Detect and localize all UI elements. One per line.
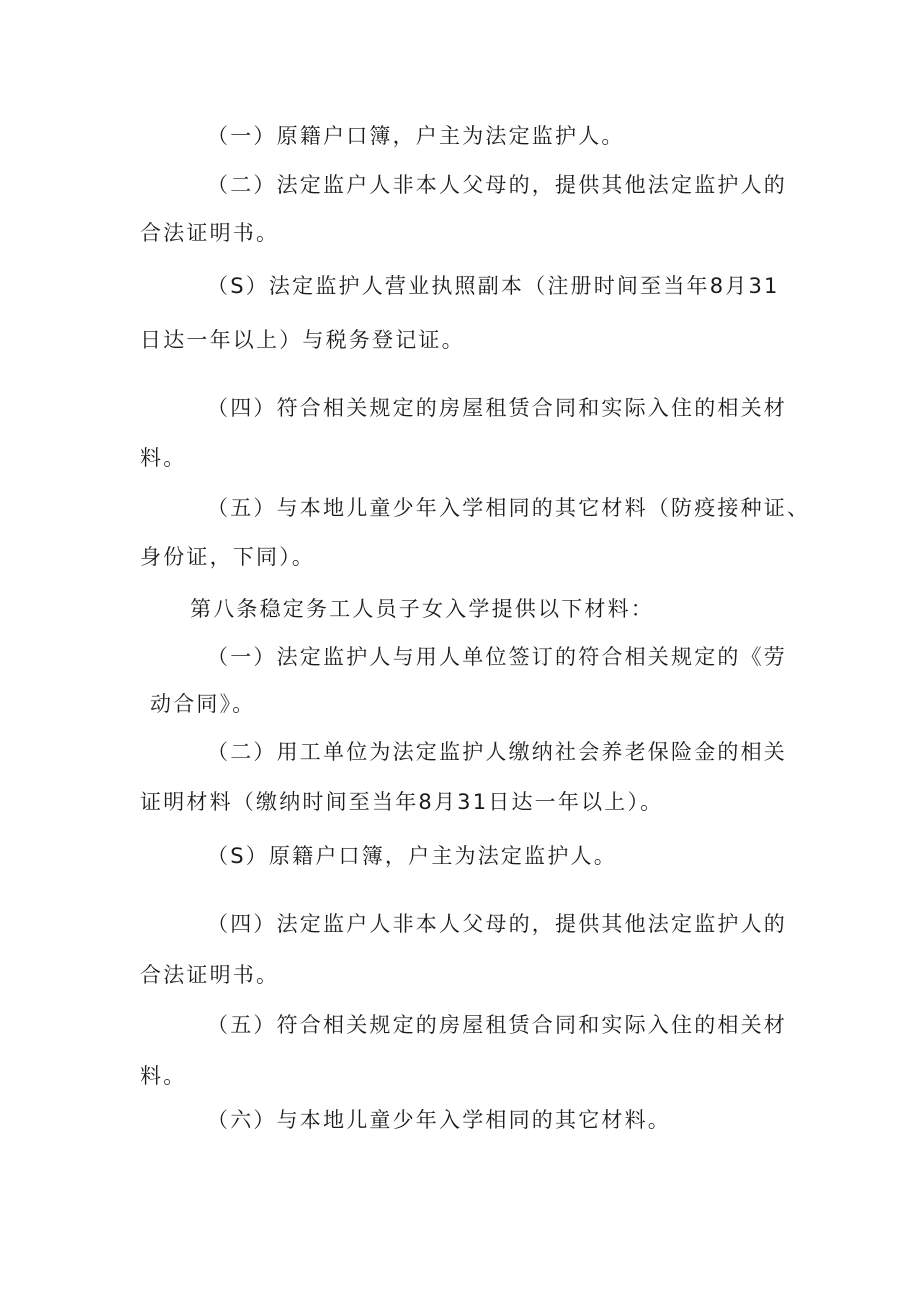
paragraph-line-16: （四）法定监户人非本人父母的，提供其他法定监护人的 [207, 912, 787, 936]
paragraph-line-3: 合法证明书。 [140, 221, 280, 245]
paragraph-line-1: （一）原籍户口簿，户主为法定监护人。 [207, 124, 625, 148]
paragraph-line-11: （一）法定监护人与用人单位签订的符合相关规定的《劳 [207, 645, 787, 669]
paragraph-line-5: 日达一年以上）与税务登记证。 [140, 328, 465, 352]
paragraph-line-19: 料。 [140, 1064, 187, 1088]
paragraph-line-4: （S）法定监护人营业执照副本（注册时间至当年8月31 [207, 274, 780, 298]
paragraph-line-6: （四）符合相关规定的房屋租赁合同和实际入住的相关材 [207, 396, 787, 420]
paragraph-line-17: 合法证明书。 [140, 963, 280, 987]
paragraph-line-14: 证明材料（缴纳时间至当年8月31日达一年以上）。 [140, 790, 664, 814]
paragraph-line-20: （六）与本地儿童少年入学相同的其它材料。 [207, 1108, 671, 1132]
paragraph-line-8: （五）与本地儿童少年入学相同的其它材料（防疫接种证、 [207, 496, 811, 520]
article-heading-line: 第八条稳定务工人员子女入学提供以下材料： [190, 597, 654, 621]
paragraph-line-18: （五）符合相关规定的房屋租赁合同和实际入住的相关材 [207, 1013, 787, 1037]
paragraph-line-12: 动合同》。 [150, 692, 256, 716]
paragraph-line-9: 身份证，下同）。 [140, 545, 316, 569]
paragraph-line-13: （二）用工单位为法定监护人缴纳社会养老保险金的相关 [207, 740, 787, 764]
paragraph-line-15: （S）原籍户口簿，户主为法定监护人。 [207, 844, 617, 868]
paragraph-line-2: （二）法定监户人非本人父母的，提供其他法定监护人的 [207, 173, 787, 197]
paragraph-line-7: 料。 [140, 446, 187, 470]
